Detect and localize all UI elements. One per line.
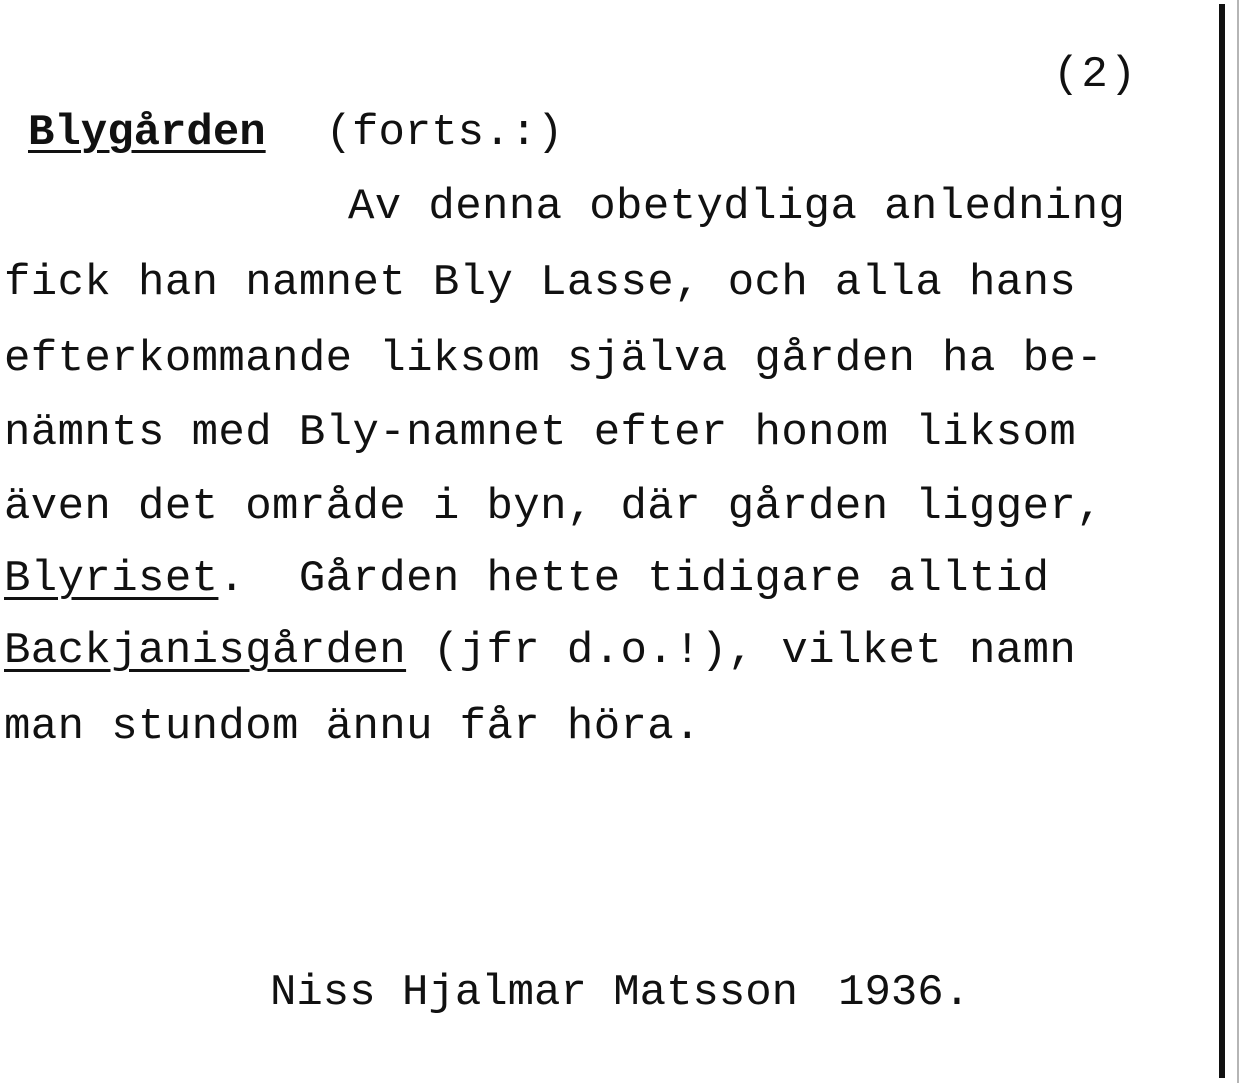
- signature-year: 1936.: [838, 968, 971, 1018]
- body-line-7: [4, 626, 1076, 676]
- body-line-5: även det område i byn, där gården ligger,: [4, 482, 1103, 532]
- body-line-7-rest: (jfr d.o.!), vilket namn: [406, 626, 1077, 676]
- body-line-2: fick han namnet Bly Lasse, och alla hans: [4, 258, 1077, 308]
- body-line-1: Av denna obetydliga anledning: [348, 182, 1126, 232]
- place-name-blyriset: Blyriset: [4, 554, 219, 604]
- card-edge-line: [1219, 4, 1225, 1078]
- signature: [270, 968, 970, 1018]
- page-number: (2): [1053, 50, 1139, 100]
- body-line-8: man stundom ännu får höra.: [4, 702, 701, 752]
- heading-title: Blygården: [28, 108, 266, 158]
- body-line-4: nämnts med Bly-namnet efter honom liksom: [4, 408, 1077, 458]
- body-line-6: [4, 554, 1049, 604]
- heading-subtitle: (forts.:): [325, 108, 564, 158]
- heading: [28, 108, 563, 158]
- signature-name: Niss Hjalmar Matsson: [270, 968, 799, 1018]
- body-line-6-rest: . Gården hette tidigare alltid: [218, 554, 1050, 604]
- body-line-3: efterkommande liksom själva gården ha be-: [4, 334, 1103, 384]
- card-edge-shadow: [1237, 0, 1239, 1083]
- place-name-backjanisgarden: Backjanisgården: [4, 626, 407, 676]
